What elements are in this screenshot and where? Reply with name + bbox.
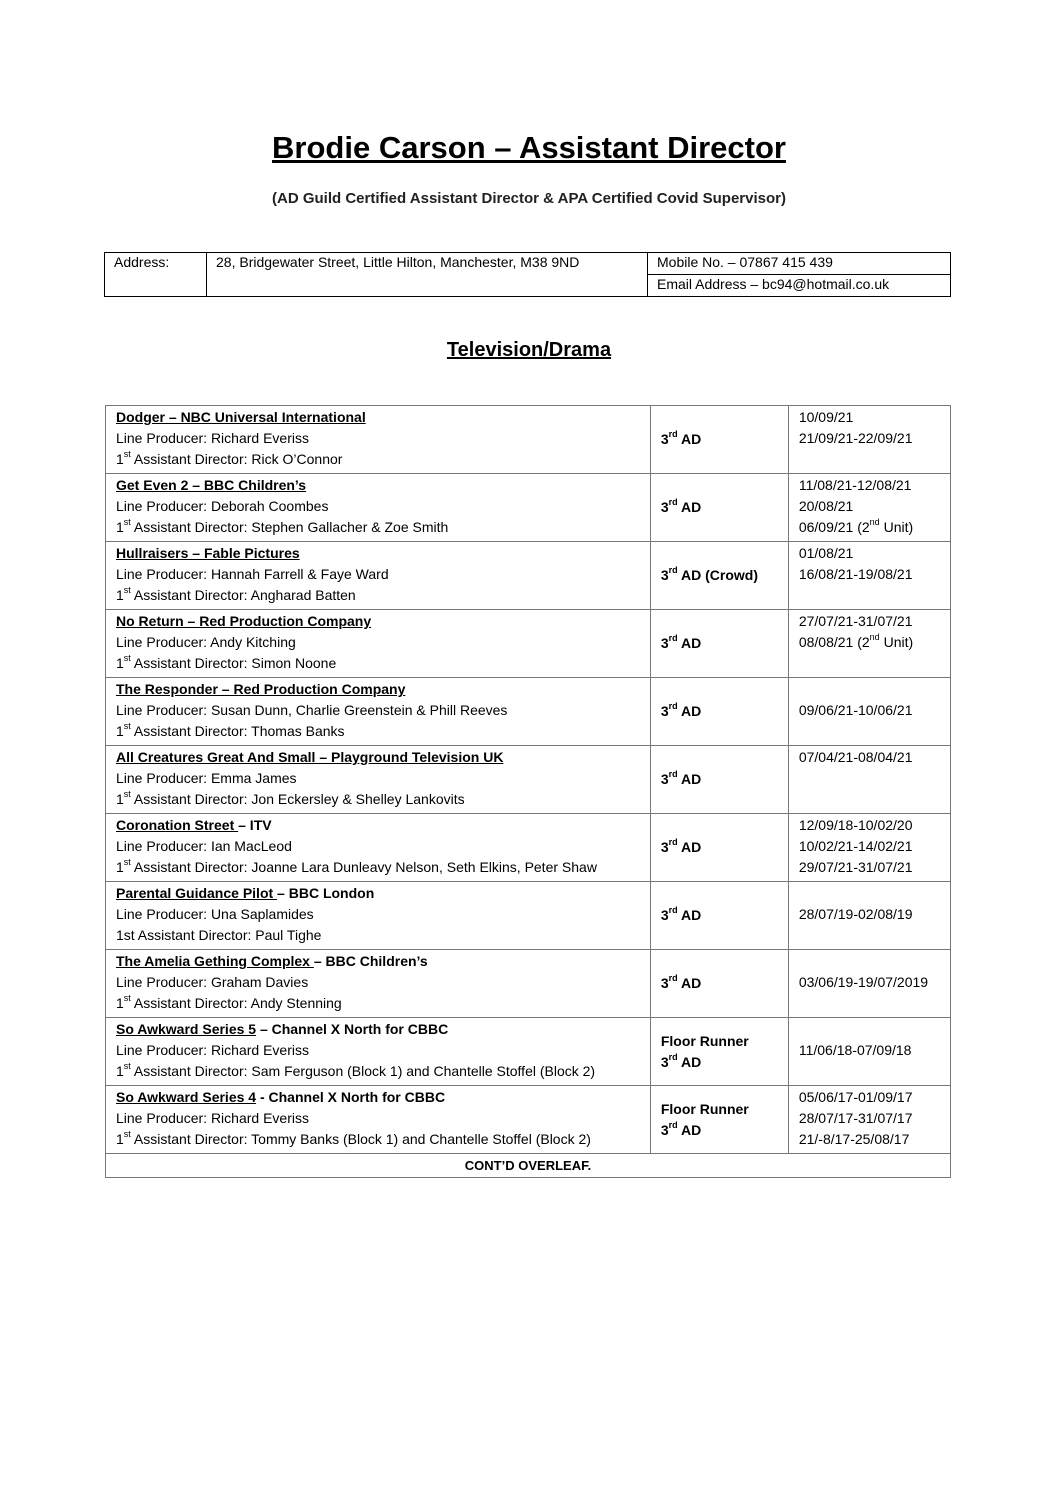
role-line-1: Floor Runner	[660, 1100, 749, 1117]
role-cell	[650, 542, 788, 610]
role-line-2: 3rd AD	[660, 769, 702, 787]
production-title	[116, 883, 640, 904]
address-label: Address:	[105, 253, 207, 297]
production-cell	[106, 1018, 651, 1086]
section-heading: Television/Drama	[446, 339, 612, 361]
role-cell	[650, 406, 788, 474]
first-assistant-director: 1st Assistant Director: Tommy Banks (Block 1) and Chantelle Stoffel (Block 2)	[116, 1129, 591, 1147]
production-title	[116, 611, 640, 632]
contact-table	[104, 252, 951, 297]
production-title	[116, 1087, 640, 1108]
production-title	[116, 1019, 640, 1040]
production-title-company: – BBC London	[277, 885, 375, 901]
role-line-2: 3rd AD	[660, 633, 702, 651]
production-cell	[106, 746, 651, 814]
mobile-number: Mobile No. – 07867 415 439	[648, 253, 951, 275]
production-cell	[106, 1086, 651, 1154]
role-cell	[650, 814, 788, 882]
production-title-company: - Channel X North for CBBC	[256, 1089, 446, 1105]
role-line-2: 3rd AD	[660, 701, 702, 719]
production-cell	[106, 814, 651, 882]
date-line	[799, 1019, 940, 1040]
date-line: 10/02/21-14/02/21	[798, 838, 913, 854]
line-producer: Line Producer: Una Saplamides	[116, 906, 314, 922]
date-line: 11/06/18-07/09/18	[798, 1042, 912, 1058]
date-line	[799, 449, 940, 470]
date-line	[799, 993, 940, 1014]
production-title-underlined: So Awkward Series 4	[116, 1089, 257, 1105]
credit-row	[106, 610, 951, 678]
line-producer: Line Producer: Andy Kitching	[116, 634, 296, 650]
credit-row	[106, 950, 951, 1018]
production-cell	[106, 678, 651, 746]
credit-row	[106, 882, 951, 950]
date-line	[799, 768, 940, 789]
role-cell	[650, 1018, 788, 1086]
dates-cell	[788, 1018, 950, 1086]
dates-cell	[788, 882, 950, 950]
role-line-2: 3rd AD	[660, 429, 702, 447]
date-line	[799, 1061, 940, 1082]
role-cell	[650, 678, 788, 746]
production-title-underlined: Coronation Street	[116, 817, 239, 833]
email-address: Email Address – bc94@hotmail.co.uk	[648, 275, 951, 297]
production-cell	[106, 542, 651, 610]
dates-cell	[788, 678, 950, 746]
date-line	[799, 789, 940, 810]
date-line: 08/08/21 (2nd Unit)	[798, 632, 914, 650]
page-subtitle: (AD Guild Certified Assistant Director & APA Certified Covid Supervisor)	[272, 190, 786, 207]
production-title-underlined: Hullraisers – Fable Pictures	[116, 545, 300, 561]
date-line: 28/07/17-31/07/17	[798, 1110, 913, 1126]
date-line: 27/07/21-31/07/21	[798, 613, 913, 629]
production-title	[116, 679, 640, 700]
first-assistant-director: 1st Assistant Director: Stephen Gallacher & Zoe Smith	[116, 517, 449, 535]
role-cell	[650, 882, 788, 950]
date-line: 03/06/19-19/07/2019	[798, 974, 929, 990]
dates-cell	[788, 1086, 950, 1154]
production-title	[116, 475, 640, 496]
date-line	[799, 653, 940, 674]
date-line: 16/08/21-19/08/21	[798, 566, 913, 582]
production-title-underlined: The Amelia Gething Complex	[116, 953, 314, 969]
date-line	[799, 585, 940, 606]
production-title	[116, 407, 640, 428]
date-line: 10/09/21	[798, 409, 854, 425]
address-value: 28, Bridgewater Street, Little Hilton, Manchester, M38 9ND	[207, 253, 648, 297]
production-title-underlined: So Awkward Series 5	[116, 1021, 257, 1037]
date-line: 11/08/21-12/08/21	[798, 477, 912, 493]
first-assistant-director: 1st Assistant Director: Rick O’Connor	[116, 449, 343, 467]
production-title-company: – BBC Children’s	[313, 953, 428, 969]
production-cell	[106, 882, 651, 950]
first-assistant-director: 1st Assistant Director: Paul Tighe	[116, 927, 322, 943]
date-line	[799, 883, 940, 904]
dates-cell	[788, 474, 950, 542]
date-line: 21/09/21-22/09/21	[798, 430, 913, 446]
first-assistant-director: 1st Assistant Director: Simon Noone	[116, 653, 337, 671]
date-line: 07/04/21-08/04/21	[798, 749, 913, 765]
credit-row	[106, 406, 951, 474]
dates-cell	[788, 950, 950, 1018]
date-line: 06/09/21 (2nd Unit)	[798, 517, 914, 535]
first-assistant-director: 1st Assistant Director: Joanne Lara Dunleavy Nelson, Seth Elkins, Peter Shaw	[116, 857, 597, 875]
date-line: 12/09/18-10/02/20	[798, 817, 913, 833]
role-cell	[650, 610, 788, 678]
date-line: 29/07/21-31/07/21	[798, 859, 913, 875]
production-title	[116, 951, 640, 972]
first-assistant-director: 1st Assistant Director: Jon Eckersley & Shelley Lankovits	[116, 789, 465, 807]
role-line-1: Floor Runner	[660, 1032, 749, 1049]
production-cell	[106, 610, 651, 678]
role-line-2: 3rd AD	[660, 1119, 702, 1138]
role-line-2: 3rd AD (Crowd)	[660, 565, 759, 583]
production-title-underlined: Dodger – NBC Universal International	[116, 409, 366, 425]
date-line: 05/06/17-01/09/17	[798, 1089, 913, 1105]
production-cell	[106, 474, 651, 542]
date-line: 21/-8/17-25/08/17	[798, 1131, 910, 1147]
credits-table	[105, 405, 951, 1178]
production-title	[116, 543, 640, 564]
continued-footer: CONT’D OVERLEAF.	[106, 1154, 951, 1178]
line-producer: Line Producer: Emma James	[116, 770, 297, 786]
role-cell	[650, 474, 788, 542]
line-producer: Line Producer: Graham Davies	[116, 974, 309, 990]
credit-row	[106, 1018, 951, 1086]
first-assistant-director: 1st Assistant Director: Angharad Batten	[116, 585, 356, 603]
role-line-2: 3rd AD	[660, 905, 702, 923]
first-assistant-director: 1st Assistant Director: Sam Ferguson (Block 1) and Chantelle Stoffel (Block 2)	[116, 1061, 596, 1079]
role-cell	[650, 950, 788, 1018]
credit-row	[106, 746, 951, 814]
role-cell	[650, 1086, 788, 1154]
dates-cell	[788, 542, 950, 610]
date-line: 28/07/19-02/08/19	[798, 906, 913, 922]
first-assistant-director: 1st Assistant Director: Thomas Banks	[116, 721, 345, 739]
role-line-2: 3rd AD	[660, 1051, 702, 1070]
production-title	[116, 815, 640, 836]
production-title-underlined: The Responder – Red Production Company	[116, 681, 406, 697]
line-producer: Line Producer: Ian MacLeod	[116, 838, 292, 854]
role-cell	[650, 746, 788, 814]
credit-row	[106, 678, 951, 746]
credit-row	[106, 542, 951, 610]
production-title-underlined: Get Even 2 – BBC Children’s	[116, 477, 307, 493]
role-line-2: 3rd AD	[660, 837, 702, 855]
credit-row	[106, 1086, 951, 1154]
date-line	[799, 925, 940, 946]
line-producer: Line Producer: Richard Everiss	[116, 430, 309, 446]
line-producer: Line Producer: Deborah Coombes	[116, 498, 329, 514]
production-cell	[106, 406, 651, 474]
production-title-company: – ITV	[238, 817, 272, 833]
line-producer: Line Producer: Susan Dunn, Charlie Greenstein & Phill Reeves	[116, 702, 508, 718]
role-line-2: 3rd AD	[660, 497, 702, 515]
line-producer: Line Producer: Richard Everiss	[116, 1110, 309, 1126]
credit-row	[106, 474, 951, 542]
date-line: 20/08/21	[798, 498, 854, 514]
production-title-underlined: All Creatures Great And Small – Playground Television UK	[116, 749, 504, 765]
dates-cell	[788, 406, 950, 474]
page-title: Brodie Carson – Assistant Director	[272, 130, 786, 165]
date-line	[799, 951, 940, 972]
dates-cell	[788, 814, 950, 882]
role-line-2: 3rd AD	[660, 973, 702, 991]
date-line	[799, 721, 940, 742]
date-line: 01/08/21	[798, 545, 854, 561]
production-cell	[106, 950, 651, 1018]
date-line	[799, 679, 940, 700]
dates-cell	[788, 746, 950, 814]
production-title-underlined: No Return – Red Production Company	[116, 613, 372, 629]
credit-row	[106, 814, 951, 882]
date-line: 09/06/21-10/06/21	[798, 702, 913, 718]
line-producer: Line Producer: Richard Everiss	[116, 1042, 309, 1058]
production-title-underlined: Parental Guidance Pilot	[116, 885, 278, 901]
dates-cell	[788, 610, 950, 678]
first-assistant-director: 1st Assistant Director: Andy Stenning	[116, 993, 342, 1011]
production-title	[116, 747, 640, 768]
production-title-company: – Channel X North for CBBC	[256, 1021, 449, 1037]
line-producer: Line Producer: Hannah Farrell & Faye Ward	[116, 566, 389, 582]
